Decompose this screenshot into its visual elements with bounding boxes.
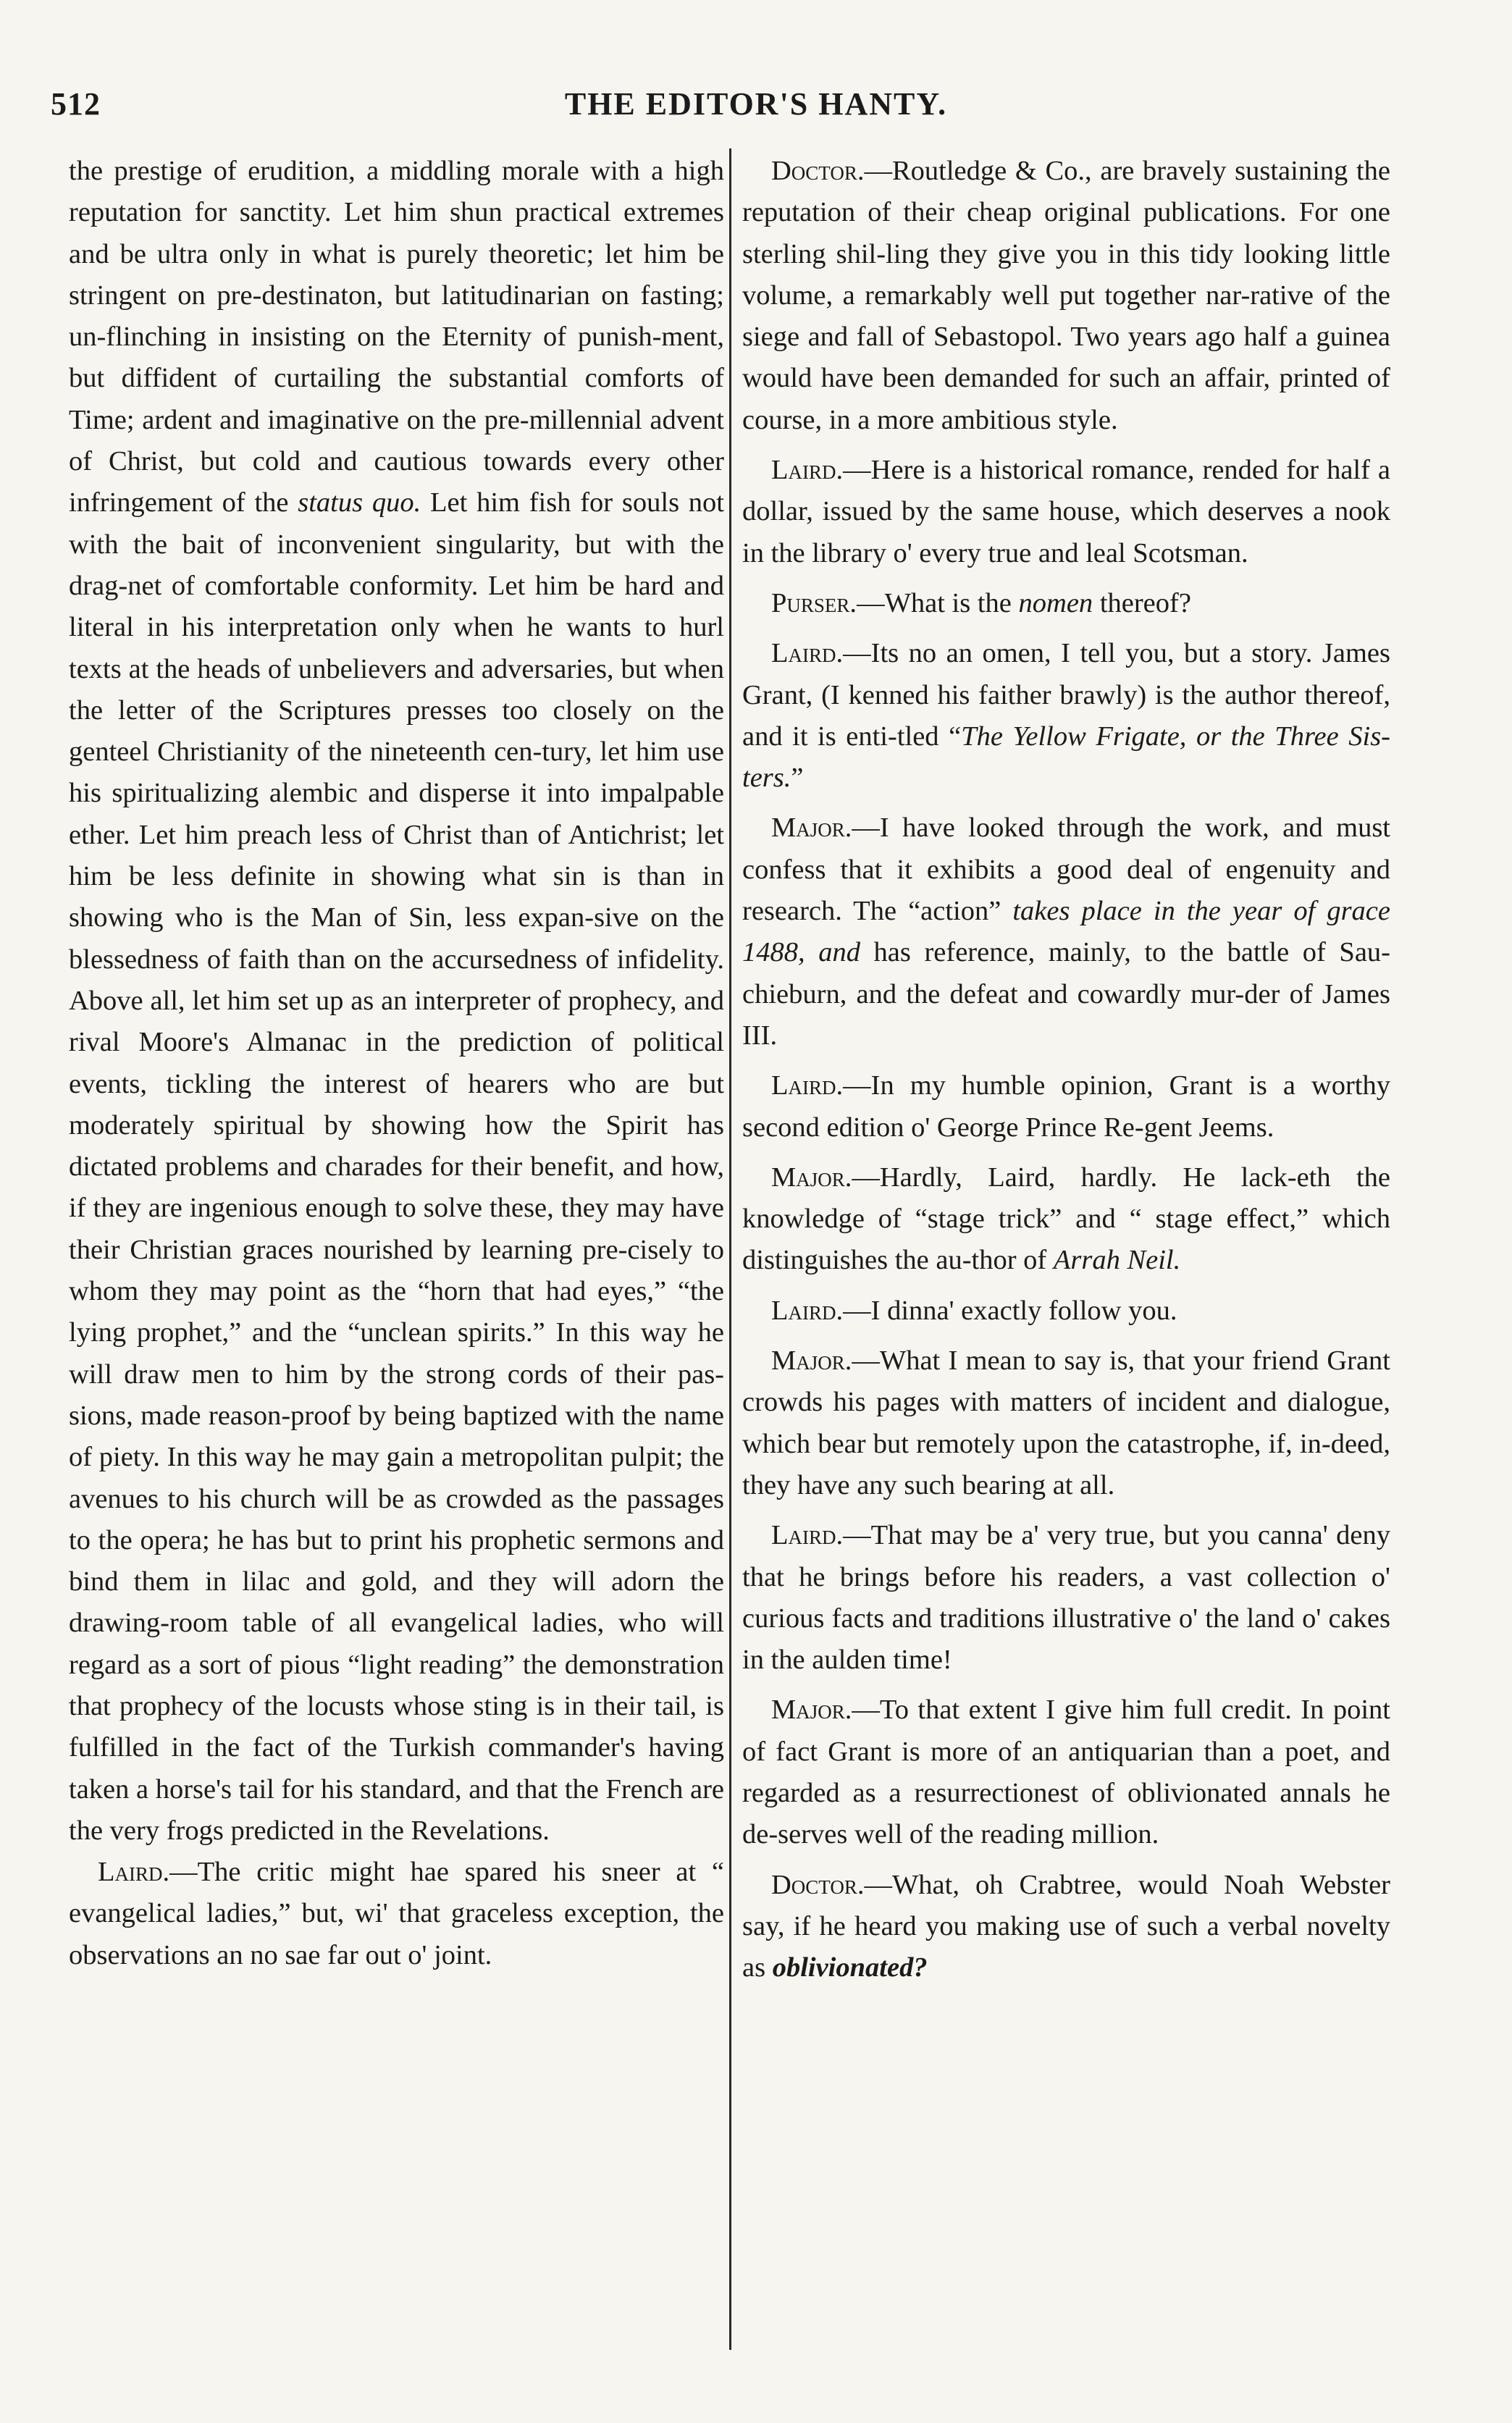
right-column <box>742 151 1390 2359</box>
dialogue-text: —Its no an omen, I tell you, but a story. James Grant, (I kenned his faither brawly) is the author thereof, and it is enti-tled “ <box>742 638 1390 752</box>
dialogue-paragraph <box>742 1290 1390 1332</box>
speaker-label: Laird. <box>771 1520 844 1551</box>
italic-text: takes place in the year of grace 1488, and <box>742 896 1390 968</box>
speaker-label: Major. <box>771 812 852 844</box>
dialogue-text: —Hardly, Laird, hardly. He lack-eth the knowledge of “stage trick” and “ stage effect,” which distinguishes the au-thor of <box>742 1162 1390 1276</box>
book-title-italic: Arrah Neil. <box>1053 1245 1181 1276</box>
dialogue-paragraph <box>742 1689 1390 1855</box>
dialogue-paragraph <box>742 583 1390 624</box>
left-paragraph-2-text: —The critic might hae spared his sneer at “ evangelical ladies,” but, wi' that graceless exception, the observations an no sae far out o' joint. <box>69 1857 724 1970</box>
dialogue-text: ” <box>791 763 804 794</box>
dialogue-paragraph <box>742 1157 1390 1282</box>
dialogue-text: has reference, mainly, to the battle of Sau-chieburn, and the defeat and cowardly mur-der of James III. <box>742 937 1390 1051</box>
dialogue-paragraph <box>742 1515 1390 1681</box>
dialogue-text: thereof? <box>1093 587 1191 618</box>
left-paragraph-2 <box>69 1852 724 1976</box>
dialogue-text: —In my humble opinion, Grant is a worthy second edition o' George Prince Re-gent Jeems. <box>742 1070 1390 1143</box>
italic-text: oblivionated? <box>772 1952 928 1983</box>
italic-text: nomen <box>1018 587 1093 618</box>
left-paragraph-1-text-a: the prestige of erudition, a middling morale with a high reputation for sanctity. Let him shun practical extremes and be ultra only in what is purely theoretic; let him be stringent on pre-destinaton, but latitudinarian on fasting; un-flinching in insisting on the Eternity of punish-ment, but diffident of curtailing the substantial comforts of Time; ardent and imaginative on the pre-millennial advent of Christ, but cold and cautious towards every other infringement of the <box>69 156 724 518</box>
dialogue-text: —That may be a' very true, but you canna' deny that he brings before his readers, a vast collection o' curious facts and traditions illustrative o' the land o' cakes in the aulden time! <box>742 1520 1390 1676</box>
left-column <box>69 151 724 2359</box>
dialogue-paragraph <box>742 151 1390 441</box>
dialogue-paragraph <box>742 633 1390 799</box>
dialogue-text: —What I mean to say is, that your friend Grant crowds his pages with matters of incident and dialogue, which bear but remotely upon the catastrophe, if, in-deed, they have any such bearing at all. <box>742 1345 1390 1500</box>
speaker-label: Doctor. <box>771 1869 865 1900</box>
speaker-label: Laird. <box>771 1295 844 1326</box>
dialogue-text: —What is the <box>857 587 1019 618</box>
dialogue-text: —I dinna' exactly follow you. <box>843 1295 1177 1326</box>
running-title: THE EDITOR'S HANTY. <box>564 86 948 122</box>
dialogue-text: —To that extent I give him full credit. In point of fact Grant is more of an antiquarian than a poet, and regarded as a resurrectionest of oblivionated annals he de-serves well of the reading million. <box>742 1695 1390 1850</box>
book-title-italic: The Yellow Frigate, or the Three Sis-ters. <box>742 721 1390 794</box>
dialogue-text: —Routledge & Co., are bravely sustaining the reputation of their cheap original publications. For one sterling shil-ling they give you in this tidy looking little volume, a remarkably well put together nar-rative of the siege and fall of Sebastopol. Two years ago half a guinea would have been demanded for such an affair, printed of course, in a more ambitious style. <box>742 156 1390 435</box>
page-header <box>51 85 1461 132</box>
dialogue-paragraph <box>742 450 1390 574</box>
column-rule <box>729 148 731 2350</box>
speaker-label: Major. <box>771 1345 852 1377</box>
dialogue-paragraph <box>742 807 1390 1057</box>
speaker-label: Laird. <box>771 638 844 669</box>
speaker-label: Doctor. <box>771 156 865 186</box>
status-quo-italic: status quo. <box>298 487 421 518</box>
speaker-label: Laird. <box>98 1857 170 1888</box>
speaker-label: Major. <box>771 1695 852 1726</box>
speaker-label: Major. <box>771 1162 852 1193</box>
speaker-label: Purser. <box>771 587 857 618</box>
dialogue-text: —I have looked through the work, and must confess that it exhibits a good deal of engenuity and research. The “action” <box>742 812 1390 927</box>
dialogue-text: —What, oh Crabtree, would Noah Webster say, if he heard you making use of such a verbal novelty as <box>742 1869 1390 1983</box>
left-paragraph-1-text-b: Let him fish for souls not with the bait of inconvenient singularity, but with the drag-net of comfortable conformity. Let him be hard and literal in his interpretation only when he wants to hurl texts at the heads of unbelievers and adversaries, but when the letter of the Scriptures presses too closely on the genteel Christianity of the nineteenth cen-tury, let him use his spiritualizing alembic and disperse it into impalpable ether. Let him preach less of Christ than of Antichrist; let him be less definite in showing what sin is than in showing who is the Man of Sin, less expan-sive on the blessedness of faith than on the accursedness of infidelity. Above all, let him set up as an interpreter of prophecy, and rival Moore's Almanac in the prediction of political events, tickling the interest of hearers who are but moderately spiritual by showing how the Spirit has dictated problems and charades for their benefit, and how, if they are ingenious enough to solve these, they may have their Christian graces nourished by learning pre-cisely to whom they may point as the “horn that had eyes,” “the lying prophet,” and the “unclean spirits.” In this way he will draw men to him by the strong cords of their pas-sions, made reason-proof by being baptized with the name of piety. In this way he may gain a metropolitan pulpit; the avenues to his church will be as crowded as the passages to the opera; he has but to print his prophetic sermons and bind them in lilac and gold, and they will adorn the drawing-room table of all evangelical ladies, who will regard as a sort of pious “light reading” the demonstration that prophecy of the locusts whose sting is in their tail, is fulfilled in the fact of the Turkish commander's having taken a horse's tail for his standard, and that the French are the very frogs predicted in the Revelations. <box>69 487 724 1846</box>
left-paragraph-1 <box>69 151 724 1852</box>
dialogue-paragraph <box>742 1065 1390 1148</box>
speaker-label: Laird. <box>771 455 844 486</box>
dialogue-text: —Here is a historical romance, rended for half a dollar, issued by the same house, which deserves a nook in the library o' every true and leal Scotsman. <box>742 455 1390 568</box>
speaker-label: Laird. <box>771 1070 844 1101</box>
page-number: 512 <box>51 86 101 122</box>
dialogue-paragraph <box>742 1865 1390 1989</box>
dialogue-paragraph <box>742 1340 1390 1506</box>
